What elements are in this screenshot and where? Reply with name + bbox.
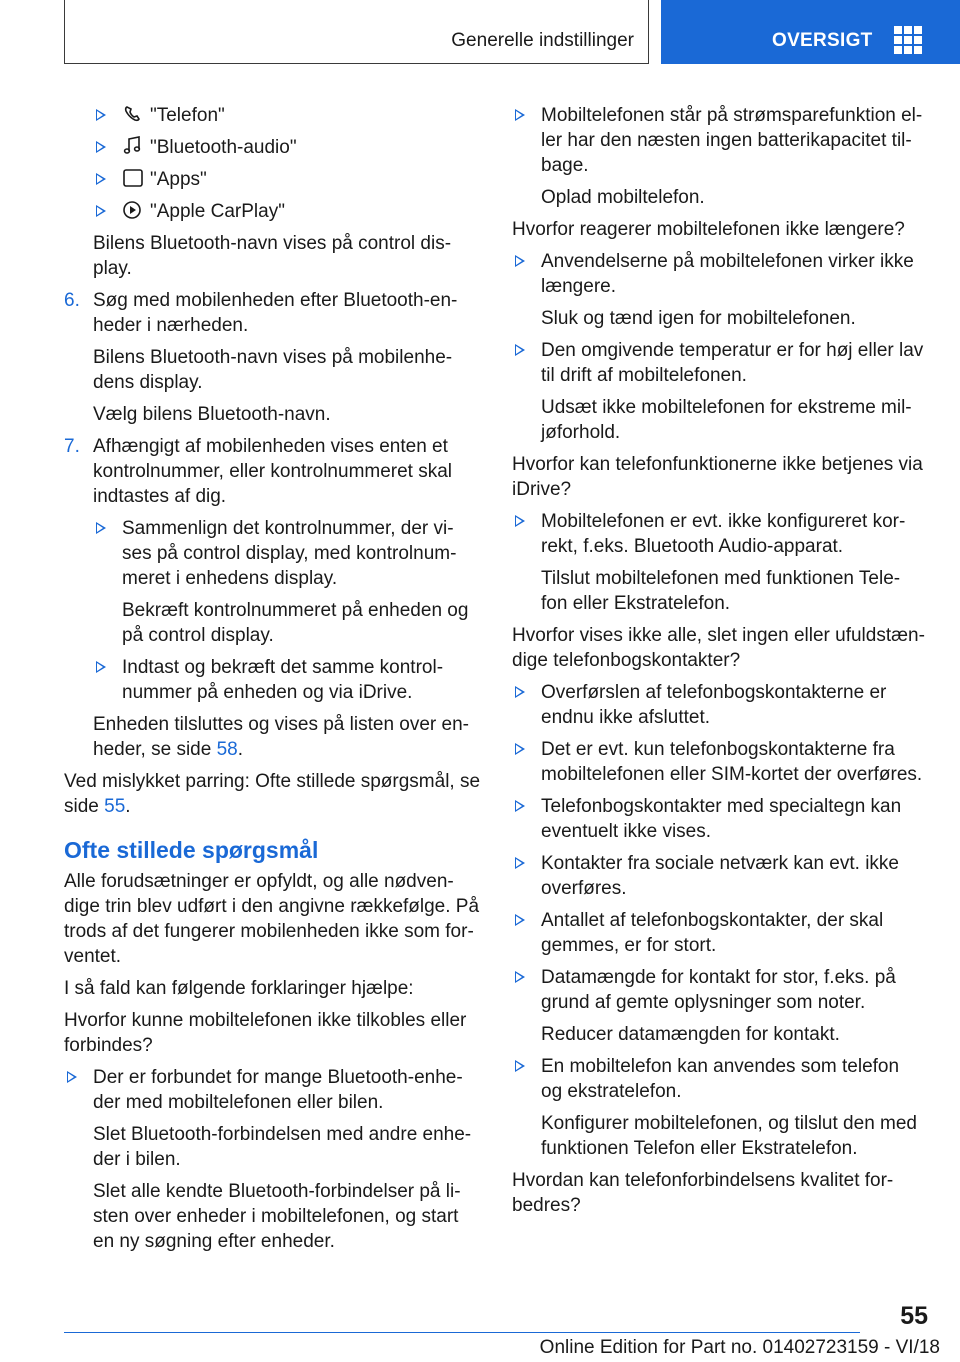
list-item: "Bluetooth-audio" — [93, 135, 484, 160]
triangle-bullet-icon — [515, 800, 525, 812]
list-item: "Telefon" — [93, 103, 484, 128]
play-circle-icon — [122, 200, 144, 220]
footer-edition: Online Edition for Part no. 01402723159 - VI/18 — [539, 1337, 940, 1358]
overview-tab-label: OVERSIGT — [772, 30, 873, 51]
triangle-bullet-icon — [515, 971, 525, 983]
list-item: Den omgivende temperatur er for høj eller lav til drift af mobiltelefonen. — [512, 338, 932, 388]
list-item: "Apps" — [93, 167, 484, 192]
list-item: Mobiltelefonen står på strømsparefunktion el- ler har den næsten ingen batterikapacitet til- bage. — [512, 103, 932, 178]
phone-icon — [122, 104, 144, 124]
footer-divider — [64, 1332, 860, 1333]
question: Hvorfor kan telefonfunktionerne ikke betjenes via iDrive? — [512, 454, 923, 500]
triangle-bullet-icon — [96, 522, 106, 534]
triangle-bullet-icon — [515, 255, 525, 267]
list-item: Antallet af telefonbogskontakter, der skal gemmes, er for stort. — [512, 908, 932, 958]
triangle-bullet-icon — [96, 661, 106, 673]
triangle-bullet-icon — [515, 515, 525, 527]
triangle-bullet-icon — [515, 914, 525, 926]
list-item: Sammenlign det kontrolnummer, der vi- ses på control display, med kontrolnum- meret i enhedens display. — [93, 516, 484, 591]
header-section-box — [64, 0, 649, 64]
triangle-bullet-icon — [515, 109, 525, 121]
grid-icon — [894, 26, 922, 54]
apps-square-icon — [122, 168, 144, 188]
page-link-58[interactable]: 58 — [216, 739, 238, 760]
list-item: Overførslen af telefonbogskontakterne er endnu ikke afsluttet. — [512, 680, 932, 730]
paragraph: Bilens Bluetooth-navn vises på control dis- play. — [93, 233, 452, 279]
list-item: Mobiltelefonen er evt. ikke konfigureret kor- rekt, f.eks. Bluetooth Audio-apparat. — [512, 509, 932, 559]
question: Hvordan kan telefonforbindelsens kvalitet for- bedres? — [512, 1170, 894, 1216]
list-item: Datamængde for kontakt for stor, f.eks. på grund af gemte oplysninger som noter. — [512, 965, 932, 1015]
page-link-55[interactable]: 55 — [104, 796, 126, 817]
paragraph: I så fald kan følgende forklaringer hjælpe: — [64, 978, 414, 999]
triangle-bullet-icon — [515, 344, 525, 356]
list-item: Indtast og bekræft det samme kontrol- nummer på enheden og via iDrive. — [93, 655, 484, 705]
step-6: 6. Søg med mobilenheden efter Bluetooth-en- heder i nærheden. Bilens Bluetooth-navn vises på mobilenhe- dens display. Vælg bilens Bluetooth-navn. — [64, 290, 458, 425]
list-item: En mobiltelefon kan anvendes som telefon og ekstratelefon. — [512, 1054, 932, 1104]
paragraph: Ved mislykket parring: Ofte stillede spørgsmål, se side 55. — [64, 771, 481, 817]
music-note-icon — [122, 136, 144, 156]
triangle-bullet-icon — [515, 743, 525, 755]
triangle-bullet-icon — [67, 1071, 77, 1083]
list-item: Kontakter fra sociale netværk kan evt. ikke overføres. — [512, 851, 932, 901]
overview-tab[interactable] — [661, 0, 960, 64]
triangle-bullet-icon — [515, 857, 525, 869]
list-item: Anvendelserne på mobiltelefonen virker ikke længere. — [512, 249, 932, 299]
question: Hvorfor kunne mobiltelefonen ikke tilkobles eller forbindes? — [64, 1010, 467, 1056]
list-item: Der er forbundet for mange Bluetooth-enhe- der med mobiltelefonen eller bilen. — [64, 1065, 484, 1115]
page-number: 55 — [900, 1302, 928, 1330]
question: Hvorfor reagerer mobiltelefonen ikke længere? — [512, 219, 905, 240]
triangle-bullet-icon — [96, 173, 106, 185]
triangle-bullet-icon — [96, 109, 106, 121]
triangle-bullet-icon — [515, 686, 525, 698]
question: Hvorfor vises ikke alle, slet ingen eller ufuldstæn- dige telefonbogskontakter? — [512, 625, 925, 671]
right-column: Mobiltelefonen står på strømsparefunktion el- ler har den næsten ingen batterikapacitet til- bage. Oplad mobiltelefon. Hvorfor reagerer mobiltelefonen ikke længere? Anvendelserne på mobiltelefonen virker ikke længere. Sluk og tænd igen for mobiltelefonen. Den omgivende temperatur er for høj eller lav til drift af mobiltelefonen. Udsæt ikke mobiltelefonen for ekstreme mil- jøforhold. Hvorfor kan telefonfunktionerne ikke betjenes via iDrive? Mobiltelefonen er evt. ikke konfigureret kor- rekt, f.eks. Bluetooth Audio-apparat. Tilslut mobiltelefonen med funktionen Tele- fon eller Ekstratelefon. Hvorfor vises ikke alle, slet ingen eller ufuldstæn- dige telefonbogskontakter? Overførslen af telefonbogskontakterne er endnu ikke afsluttet. Det er evt. kun telefonbogskontakterne fra mobiltelefonen eller SIM-kortet der overføres. Telefonbogskontakter med specialtegn kan eventuelt ikke vises. Kontakter fra sociale netværk kan evt. ikke overføres. Antallet af telefonbogskontakter, der skal gemmes, er for stort. Datamængde for kontakt for stor, f.eks. på grund af gemte oplysninger som noter. Reducer datamængden for kontakt. En mobiltelefon kan anvendes som telefon og ekstratelefon. Konfigurer mobiltelefonen, og tilslut den med funktionen Telefon eller Ekstratelefon. Hvordan kan telefonforbindelsens kvalitet for- bedres? — [512, 103, 932, 1225]
section-heading: Ofte stillede spørgsmål — [64, 837, 319, 863]
list-item: Telefonbogskontakter med specialtegn kan eventuelt ikke vises. — [512, 794, 932, 844]
list-item: Det er evt. kun telefonbogskontakterne fra mobiltelefonen eller SIM-kortet der overføres. — [512, 737, 932, 787]
left-column: "Telefon" "Bluetooth-audio" "Apps" "Apple CarPlay" Bilens Bluetooth-navn vises på control dis- play. 6. Søg med mobilenheden efter Bluetooth-en- heder i nærheden. Bilens Bluetooth-navn vises på mobilenhe- dens display. Vælg bilens Bluetooth-navn. 7. Afhængigt af mobilenheden vises enten et kontrolnummer, eller kontrolnummeret skal indtastes af dig. Sammenlign det kontrolnummer, der vi- ses på control display, med kontrolnum- meret i enhedens display. Bekræft kontrolnummeret på enheden og på control display. Indtast og bekræft det samme kontrol- nummer på enheden og via iDrive. Enheden tilsluttes og vises på listen over en- heder, se side 58. Ved mislykket parring: Ofte stillede spørgsmål, se side 55. Ofte stillede spørgsmål Alle forudsætninger er opfyldt, og alle nødven- dige trin blev udført i den angivne rækkefølge. På trods af det fungerer mobilenheden ikke som for- ventet. I så fald kan følgende forklaringer hjælpe: Hvorfor kunne mobiltelefonen ikke tilkobles eller forbindes? Der er forbundet for mange Bluetooth-enhe- der med mobiltelefonen eller bilen. Slet Bluetooth-forbindelsen med andre enhe- der i bilen. Slet alle kendte Bluetooth-forbindelser på li- sten over enheder i mobiltelefonen, og start en ny søgning efter enheder. — [64, 103, 484, 1261]
section-title: Generelle indstillinger — [451, 30, 634, 51]
step-7: 7. Afhængigt af mobilenheden vises enten et kontrolnummer, eller kontrolnummeret skal indtastes af dig. Sammenlign det kontrolnummer, der vi- ses på control display, med kontrolnum- meret i enhedens display. Bekræft kontrolnummeret på enheden og på control display. Indtast og bekræft det samme kontrol- nummer på enheden og via iDrive. Enheden tilsluttes og vises på listen over en- heder, se side 58. — [64, 434, 484, 762]
paragraph: Alle forudsætninger er opfyldt, og alle nødven- dige trin blev udført i den angivne rækkefølge. På trods af det fungerer mobilenheden ikke som for- ventet. — [64, 871, 480, 967]
triangle-bullet-icon — [96, 141, 106, 153]
triangle-bullet-icon — [96, 205, 106, 217]
list-item: "Apple CarPlay" — [93, 199, 484, 224]
triangle-bullet-icon — [515, 1060, 525, 1072]
